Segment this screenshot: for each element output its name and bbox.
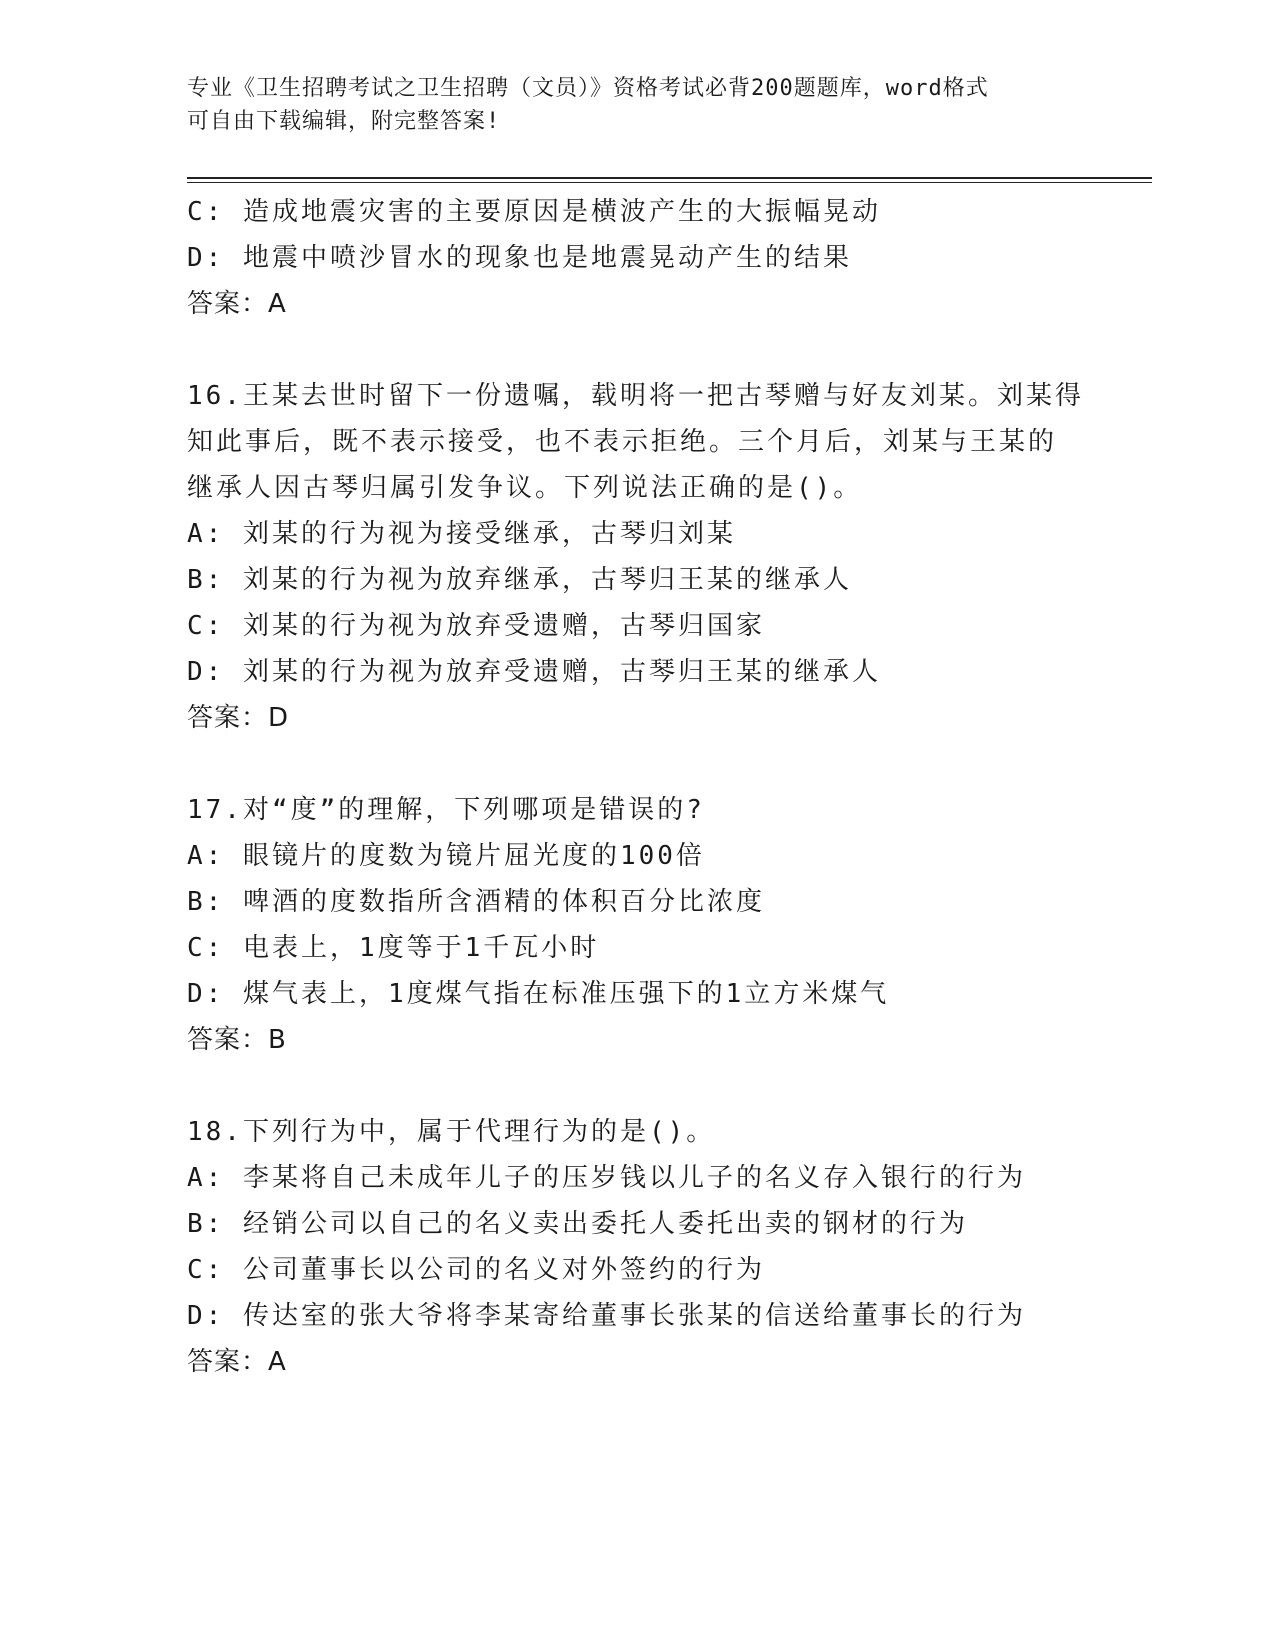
option-b: B: 刘某的行为视为放弃继承，古琴归王某的继承人 — [187, 565, 852, 595]
option-a: A: 李某将自己未成年儿子的压岁钱以儿子的名义存入银行的行为 — [187, 1163, 1026, 1193]
question-stem-line: 17.对“度”的理解，下列哪项是错误的? — [187, 795, 705, 825]
question-block-15-continued — [187, 189, 1152, 327]
spacer — [187, 1063, 1152, 1109]
question-stem-line: 18.下列行为中，属于代理行为的是()。 — [187, 1117, 716, 1147]
answer-line: 答案：A — [187, 1347, 287, 1377]
option-c: C: 造成地震灾害的主要原因是横波产生的大振幅晃动 — [187, 197, 881, 227]
question-block-18 — [187, 1109, 1152, 1385]
option-c: C: 电表上，1度等于1千瓦小时 — [187, 933, 600, 963]
header-title-line-1: 专业《卫生招聘考试之卫生招聘（文员）》资格考试必背200题题库，word格式 — [187, 76, 989, 101]
option-b: B: 啤酒的度数指所含酒精的体积百分比浓度 — [187, 887, 765, 917]
option-a: A: 刘某的行为视为接受继承，古琴归刘某 — [187, 519, 736, 549]
question-block-16 — [187, 373, 1152, 741]
question-block-17 — [187, 787, 1152, 1063]
answer-line: 答案：A — [187, 289, 287, 319]
header-divider-thin — [187, 182, 1152, 183]
option-c: C: 刘某的行为视为放弃受遗赠，古琴归国家 — [187, 611, 765, 641]
question-stem-line: 知此事后，既不表示接受，也不表示拒绝。三个月后，刘某与王某的 — [187, 427, 1058, 457]
spacer — [187, 741, 1152, 787]
option-d: D: 地震中喷沙冒水的现象也是地震晃动产生的结果 — [187, 243, 852, 273]
question-stem-line: 16.王某去世时留下一份遗嘱，载明将一把古琴赠与好友刘某。刘某得 — [187, 381, 1084, 411]
header-title-line-2: 可自由下载编辑，附完整答案! — [187, 109, 501, 134]
question-list — [187, 189, 1152, 1385]
option-d: D: 煤气表上，1度煤气指在标准压强下的1立方米煤气 — [187, 979, 890, 1009]
answer-line: 答案：B — [187, 1025, 287, 1055]
header-divider-thick — [187, 177, 1152, 179]
document-header — [187, 72, 1087, 138]
question-stem-line: 继承人因古琴归属引发争议。下列说法正确的是()。 — [187, 473, 863, 503]
option-a: A: 眼镜片的度数为镜片屈光度的100倍 — [187, 841, 705, 871]
option-d: D: 刘某的行为视为放弃受遗赠，古琴归王某的继承人 — [187, 657, 881, 687]
answer-line: 答案：D — [187, 703, 290, 733]
spacer — [187, 327, 1152, 373]
option-b: B: 经销公司以自己的名义卖出委托人委托出卖的钢材的行为 — [187, 1209, 968, 1239]
option-c: C: 公司董事长以公司的名义对外签约的行为 — [187, 1255, 765, 1285]
option-d: D: 传达室的张大爷将李某寄给董事长张某的信送给董事长的行为 — [187, 1301, 1026, 1331]
